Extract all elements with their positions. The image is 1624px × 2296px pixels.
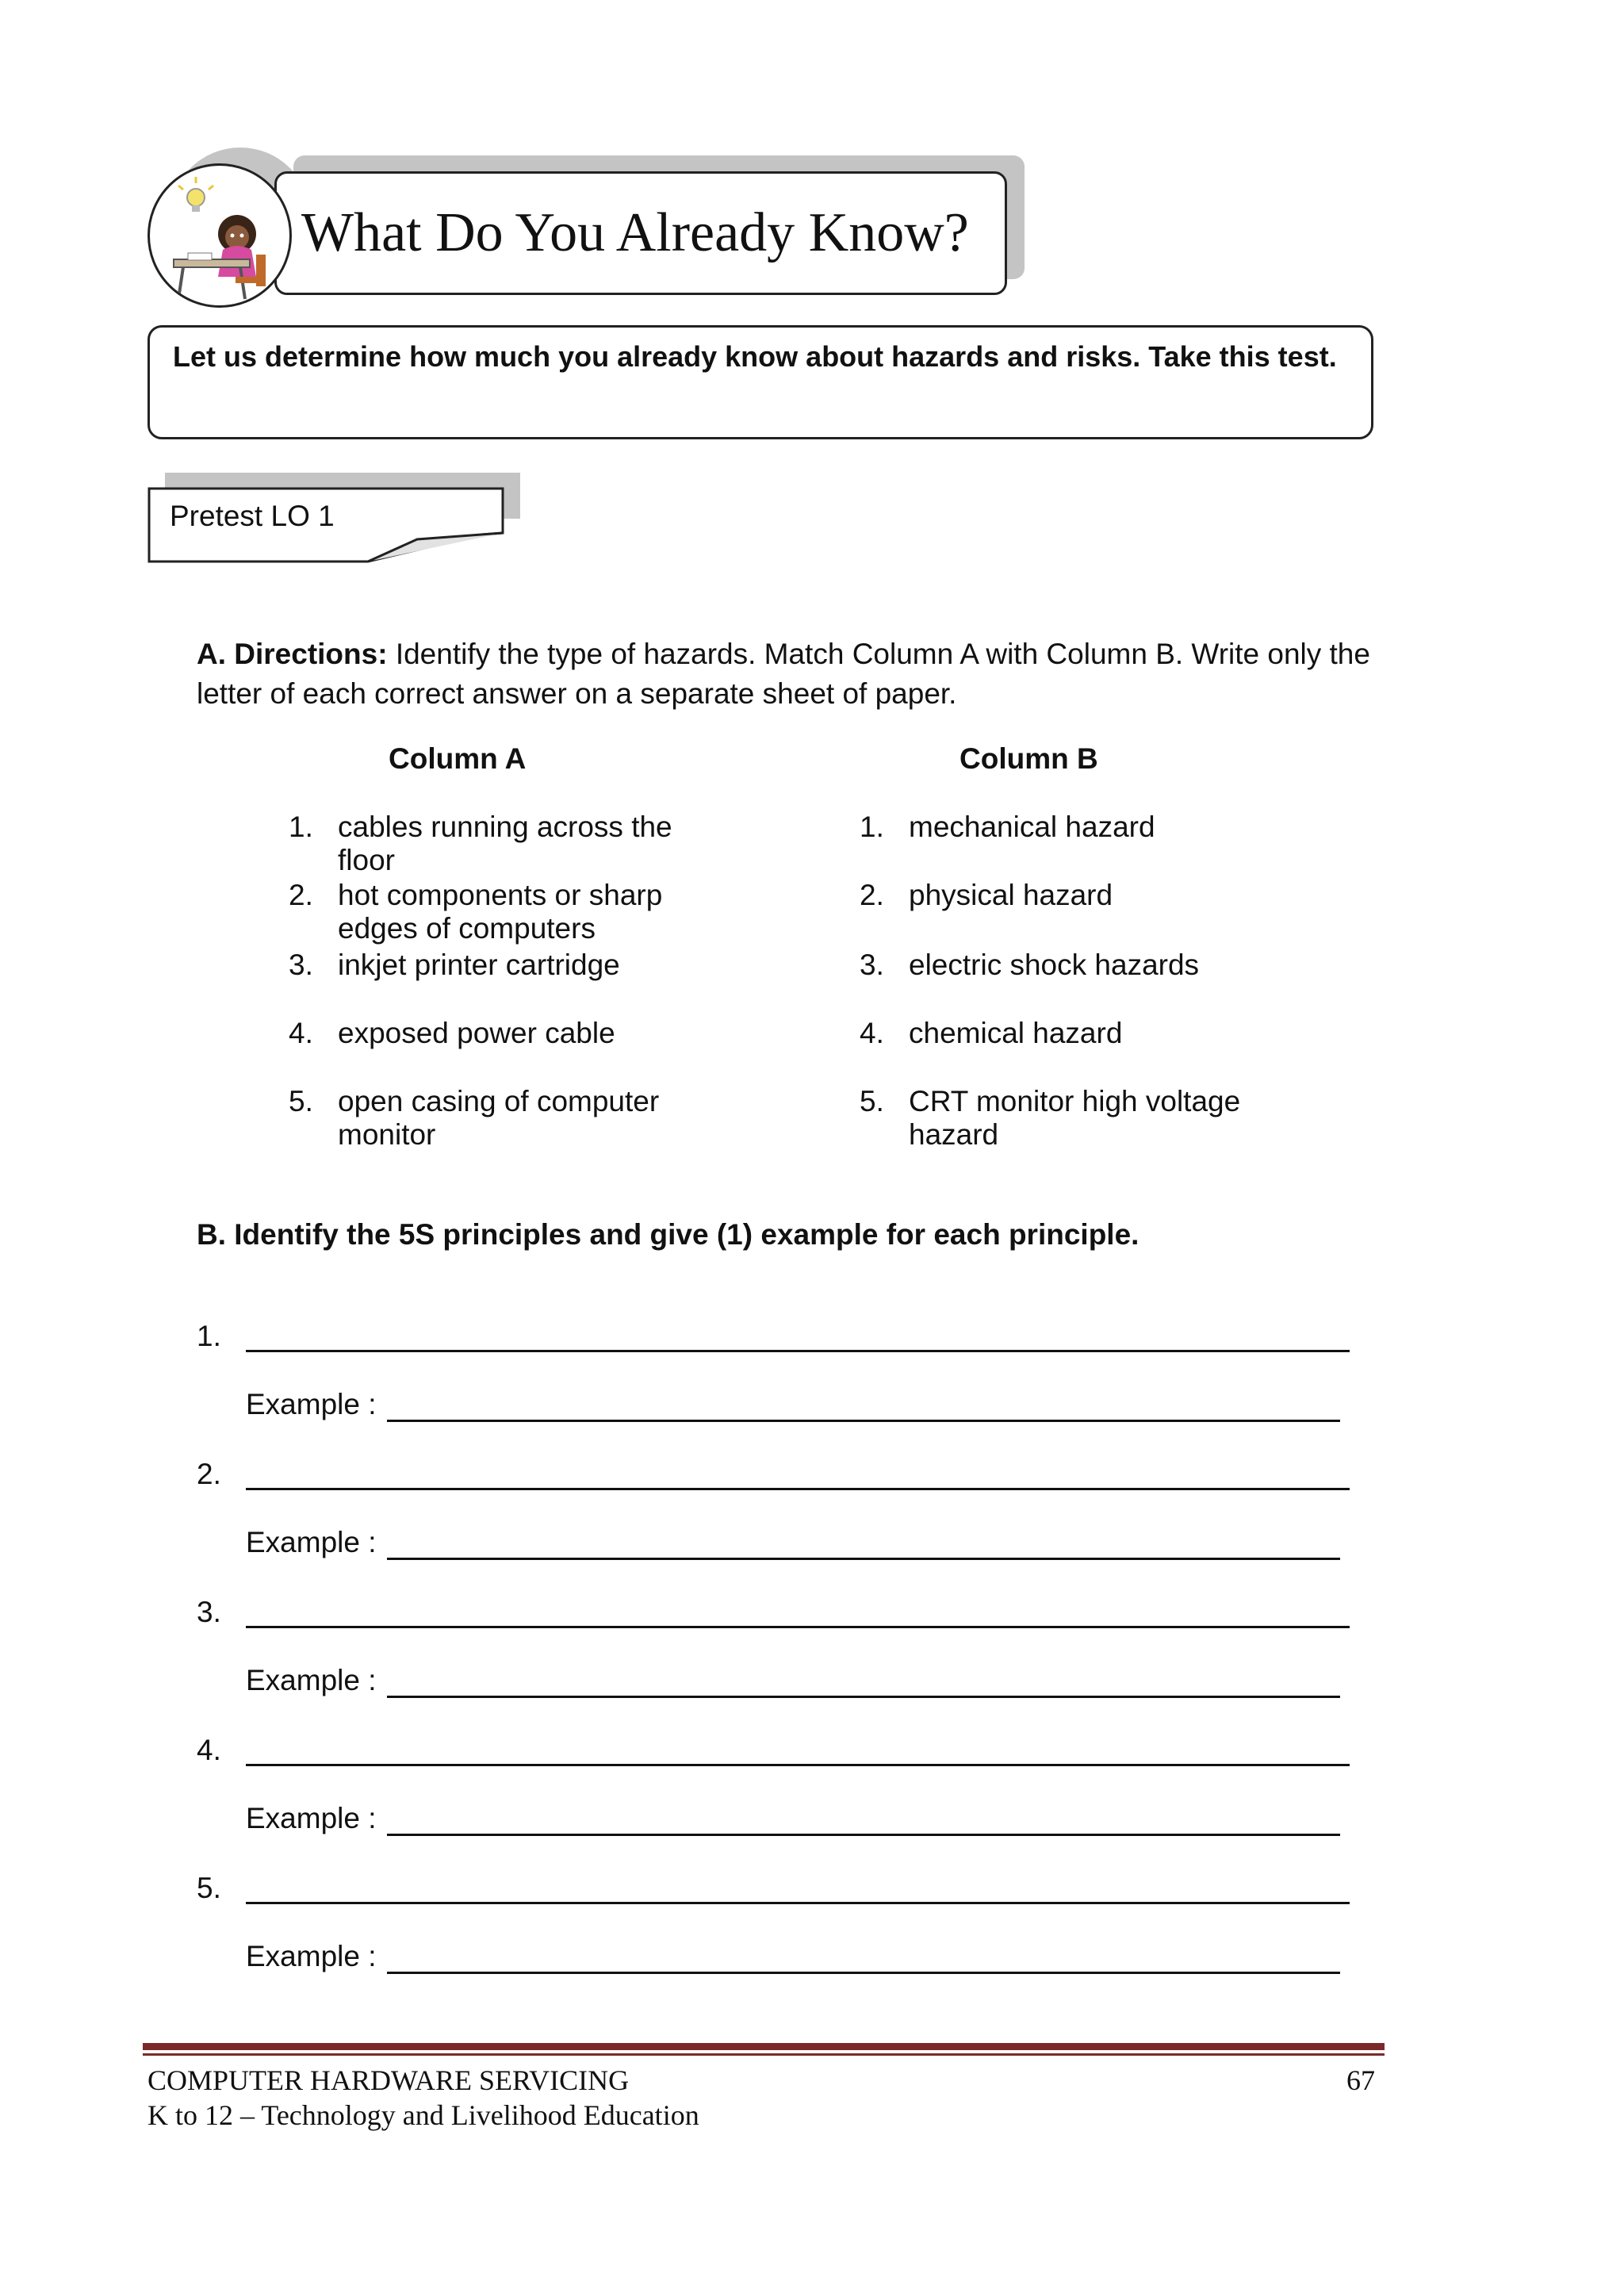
answer-number: 3. — [197, 1596, 221, 1628]
directions-lead: A. Directions: — [197, 638, 388, 670]
item-number: 5. — [289, 1085, 313, 1117]
example-label: Example : — [246, 1388, 377, 1420]
item-number: 5. — [860, 1085, 884, 1117]
footer-subject: COMPUTER HARDWARE SERVICING — [147, 2064, 630, 2096]
intro-text: Let us determine how much you already know about hazards and risks. Take this test. — [173, 340, 1337, 373]
item-text: hot components or sharp edges of computers — [338, 879, 663, 945]
example-line[interactable] — [387, 1420, 1340, 1422]
item-number: 3. — [860, 949, 884, 981]
page-title: What Do You Already Know? — [301, 202, 969, 263]
pretest-tab-label: Pretest LO 1 — [170, 500, 335, 532]
answer-number: 4. — [197, 1734, 221, 1766]
example-line[interactable] — [387, 1558, 1340, 1560]
example-line[interactable] — [387, 1834, 1340, 1836]
example-line[interactable] — [387, 1696, 1340, 1698]
column-b-header: Column B — [959, 742, 1098, 775]
footer-rule — [143, 2043, 1385, 2050]
footer-curriculum: K to 12 – Technology and Livelihood Education — [147, 2099, 699, 2131]
item-number: 3. — [289, 949, 313, 981]
answer-line[interactable] — [246, 1764, 1350, 1766]
example-line[interactable] — [387, 1972, 1340, 1974]
item-number: 1. — [860, 811, 884, 843]
example-label: Example : — [246, 1664, 377, 1696]
item-number: 4. — [289, 1017, 313, 1049]
column-a-header: Column A — [389, 742, 527, 775]
answer-number: 5. — [197, 1872, 221, 1904]
example-label: Example : — [246, 1802, 377, 1834]
directions-text: Identify the type of hazards. Match Column A with Column B. Write only the letter of each correct answer on a separate sheet of paper. — [197, 638, 1370, 710]
item-text: physical hazard — [909, 879, 1113, 911]
item-number: 2. — [289, 879, 313, 911]
answer-line[interactable] — [246, 1626, 1350, 1628]
item-number: 1. — [289, 811, 313, 843]
item-text: exposed power cable — [338, 1017, 615, 1049]
item-text: open casing of computer monitor — [338, 1085, 660, 1151]
item-text: inkjet printer cartridge — [338, 949, 620, 981]
student-at-desk-with-lightbulb-icon — [147, 163, 292, 308]
item-text: CRT monitor high voltage hazard — [909, 1085, 1241, 1151]
answer-line[interactable] — [246, 1902, 1350, 1904]
answer-line[interactable] — [246, 1350, 1350, 1352]
item-number: 4. — [860, 1017, 884, 1049]
footer-rule-thin — [143, 2053, 1385, 2056]
example-label: Example : — [246, 1940, 377, 1972]
example-label: Example : — [246, 1526, 377, 1558]
item-text: chemical hazard — [909, 1017, 1123, 1049]
item-text: cables running across the floor — [338, 811, 672, 876]
item-number: 2. — [860, 879, 884, 911]
answer-number: 2. — [197, 1458, 221, 1490]
answer-number: 1. — [197, 1320, 221, 1352]
item-text: mechanical hazard — [909, 811, 1155, 843]
page-number: 67 — [1346, 2064, 1375, 2096]
section-a-directions — [197, 634, 1386, 714]
answer-line[interactable] — [246, 1488, 1350, 1490]
item-text: electric shock hazards — [909, 949, 1200, 981]
section-b-title: B. Identify the 5S principles and give (1) example for each principle. — [197, 1218, 1139, 1251]
